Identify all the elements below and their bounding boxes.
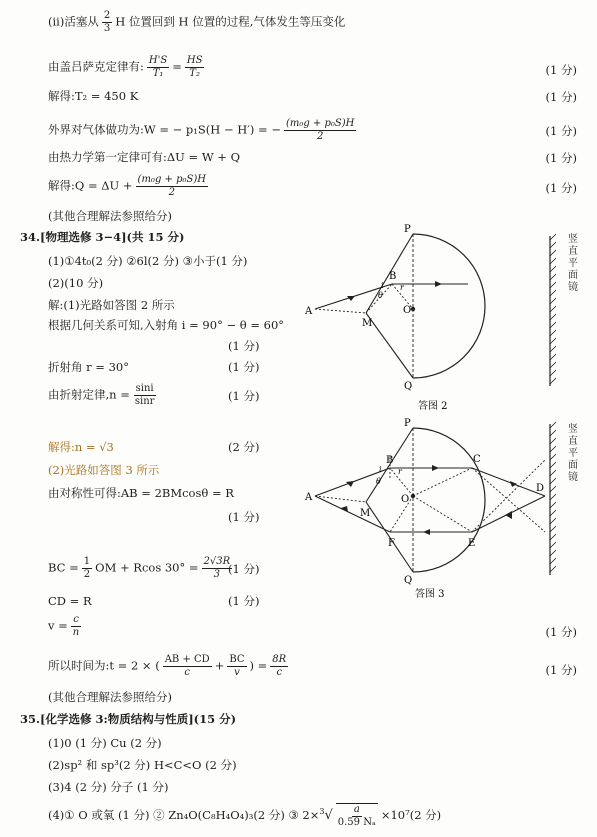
score: (1 分) xyxy=(545,151,577,165)
arrow-icon xyxy=(435,281,442,287)
line-incidence: 根据几何关系可知,入射角 i = 90° − θ = 60° xyxy=(48,318,285,332)
am-dashed xyxy=(315,309,366,313)
line-gay-lussac xyxy=(48,55,207,80)
plus: + xyxy=(214,658,225,673)
line-t2: 解得:T₂ = 450 K xyxy=(48,89,139,103)
line-35-4 xyxy=(48,803,441,829)
denominator: T₁ xyxy=(152,68,164,79)
line-solution-2: (2)光路如答图 3 所示 xyxy=(48,463,160,477)
fraction xyxy=(163,654,212,679)
arrow-icon xyxy=(510,481,517,487)
denominator: 3 xyxy=(213,569,221,580)
score: (1 分) xyxy=(545,124,577,138)
label-a: A xyxy=(305,306,313,317)
label-e: E xyxy=(468,538,476,549)
line-refraction-angle: 折射角 r = 30° xyxy=(48,360,129,374)
semicircle-arc xyxy=(413,234,485,378)
root-index: 3 xyxy=(319,807,325,817)
figure-3-caption: 答图 3 xyxy=(415,589,445,600)
oe-dashed xyxy=(413,496,472,532)
score: (1 分) xyxy=(545,181,577,195)
fraction xyxy=(270,654,288,679)
label-o: O xyxy=(401,494,410,505)
text: (ii)活塞从 xyxy=(48,14,99,29)
line-34-2: (2)(10 分) xyxy=(48,276,104,290)
label-angle-i: i xyxy=(379,465,382,474)
fraction xyxy=(147,55,169,80)
denominator: 3 xyxy=(103,23,111,34)
fraction xyxy=(71,614,81,639)
label-angle-i: i xyxy=(381,281,384,290)
denominator: c xyxy=(184,667,190,678)
line-v xyxy=(48,614,84,639)
text: 由盖吕萨克定律有: xyxy=(48,59,144,74)
line-ii-piston xyxy=(48,10,345,35)
normal-dashed xyxy=(472,460,545,532)
numerator: sini xyxy=(135,383,154,394)
line-note: (其他合理解法参照给分) xyxy=(48,209,172,223)
numerator: H'S xyxy=(148,55,168,66)
section-34-heading: 34.[物理选修 3−4](共 15 分) xyxy=(20,230,185,244)
fraction xyxy=(133,383,157,408)
label-q: Q xyxy=(404,381,413,392)
label-f: F xyxy=(388,538,395,549)
mirror-hatching xyxy=(550,422,556,572)
semicircle-arc xyxy=(413,428,485,572)
numerator: a xyxy=(353,804,360,815)
line-symmetry: 由对称性可得:AB = 2BMcosθ = R xyxy=(48,486,234,500)
mirror-label: 竖直平面镜 xyxy=(568,234,578,293)
score: (1 分) xyxy=(228,510,260,524)
text: BC = xyxy=(48,560,79,575)
denominator: c xyxy=(276,667,283,678)
fraction xyxy=(284,118,356,143)
score: (1 分) xyxy=(228,562,260,576)
text: 所以时间为:t = 2 × ( xyxy=(48,658,160,673)
label-p: P xyxy=(404,418,411,429)
line-first-law: 由热力学第一定律可有:ΔU = W + Q xyxy=(48,150,241,164)
line-q xyxy=(48,174,211,199)
label-o: O xyxy=(403,305,412,316)
fraction xyxy=(227,654,246,679)
oc-dashed xyxy=(413,468,472,496)
am-dashed xyxy=(315,496,366,502)
text: ×10⁷(2 分) xyxy=(380,808,442,822)
label-angle-theta: θ xyxy=(376,477,381,486)
label-b: B xyxy=(386,455,394,466)
text: v = xyxy=(48,618,68,633)
numerator: HS xyxy=(186,55,203,66)
center-point xyxy=(411,307,415,311)
fraction xyxy=(336,803,378,829)
radical-sign: √ xyxy=(324,808,333,823)
numerator: BC xyxy=(229,654,245,665)
line-34-1: (1)①4t₀(2 分) ②6l(2 分) ③小于(1 分) xyxy=(48,254,248,268)
arrow-icon xyxy=(505,511,512,519)
text: ) = xyxy=(249,658,268,673)
text: (4)① O 或氧 (1 分) ② Zn₄O(C₈H₄O₄)₃(2 分) ③ 2× xyxy=(48,808,320,822)
denominator: sinr xyxy=(134,396,155,407)
arrow-icon xyxy=(423,529,430,535)
text: H 位置回到 H 位置的过程,气体发生等压变化 xyxy=(115,14,346,29)
equals: = xyxy=(172,59,182,74)
denominator: T₂ xyxy=(189,68,200,79)
label-angle-r: r xyxy=(398,467,402,476)
mirror-hatching xyxy=(550,234,556,384)
mq-line xyxy=(366,502,413,572)
label-b: B xyxy=(389,271,397,282)
mirror-label: 竖直平面镜 xyxy=(568,424,578,483)
line-snell xyxy=(48,383,159,408)
label-p: P xyxy=(404,224,411,235)
line-35-3: (3)4 (2 分) 分子 (1 分) xyxy=(48,780,169,794)
line-bc xyxy=(48,556,235,581)
numerator: 8R xyxy=(272,654,287,665)
label-m: M xyxy=(360,508,371,519)
mq-line xyxy=(366,313,413,378)
line-n-result: 解得:n = √3 xyxy=(48,440,114,454)
fraction xyxy=(102,10,112,35)
numerator: 2 xyxy=(103,10,111,21)
label-angle-r: r xyxy=(400,283,404,292)
denominator: n xyxy=(72,627,80,638)
label-c: C xyxy=(473,454,481,465)
denominator: 2 xyxy=(316,131,324,142)
line-work xyxy=(48,118,359,143)
denominator: v xyxy=(234,667,240,678)
numerator: 1 xyxy=(83,556,91,567)
arrow-icon xyxy=(432,465,439,471)
score: (1 分) xyxy=(545,663,577,677)
score: (1 分) xyxy=(228,594,260,608)
score: (1 分) xyxy=(545,63,577,77)
label-angle-theta: θ xyxy=(378,291,383,300)
line-35-2: (2)sp² 和 sp³(2 分) H<C<O (2 分) xyxy=(48,758,237,772)
label-q: Q xyxy=(404,575,413,586)
ray-fa xyxy=(315,496,390,532)
figure-2-diagram xyxy=(300,226,597,426)
denominator: 2 xyxy=(168,187,175,198)
numerator: 2√3R xyxy=(203,556,231,567)
figure-2-caption: 答图 2 xyxy=(418,401,448,412)
label-m: M xyxy=(362,318,373,329)
line-note: (其他合理解法参照给分) xyxy=(48,690,172,704)
numerator: (m₀g + p₀S)H xyxy=(137,174,206,185)
denominator: 2 xyxy=(83,569,91,580)
center-point xyxy=(411,494,415,498)
label-a: A xyxy=(305,492,313,503)
label-d: D xyxy=(536,483,545,494)
fraction xyxy=(136,174,208,199)
text: 外界对气体做功为:W = − p₁S(H − H′) = − xyxy=(48,122,281,137)
fraction xyxy=(82,556,92,581)
line-35-1: (1)0 (1 分) Cu (2 分) xyxy=(48,736,162,750)
numerator: AB + CD xyxy=(164,654,210,665)
line-time xyxy=(48,654,291,679)
score: (1 分) xyxy=(545,625,577,639)
score: (1 分) xyxy=(228,389,260,403)
text: 解得:Q = ΔU + xyxy=(48,178,133,193)
figure-3-diagram xyxy=(300,420,597,610)
score: (1 分) xyxy=(228,339,260,353)
score: (1 分) xyxy=(228,360,260,374)
text: OM + Rcos 30° = xyxy=(95,560,199,575)
numerator: c xyxy=(73,614,79,625)
numerator: (m₀g + p₀S)H xyxy=(285,118,355,129)
line-cd: CD = R xyxy=(48,594,92,608)
score: (1 分) xyxy=(545,90,577,104)
line-solution-1: 解:(1)光路如答图 2 所示 xyxy=(48,298,175,312)
section-35-heading: 35.[化学选修 3:物质结构与性质](15 分) xyxy=(20,712,237,726)
text: 由折射定律,n = xyxy=(48,387,130,402)
fraction xyxy=(185,55,205,80)
denominator: 0.59 Nₐ xyxy=(337,817,376,828)
score: (2 分) xyxy=(228,440,260,454)
normal-dashed xyxy=(472,468,545,532)
